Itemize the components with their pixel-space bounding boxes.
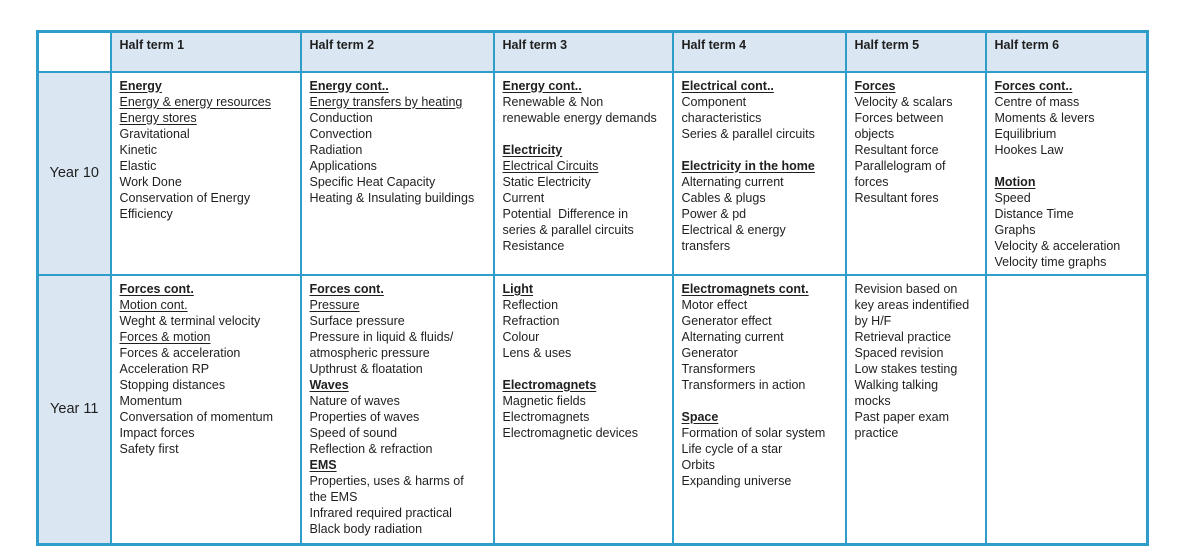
topic-line: Kinetic	[119, 142, 158, 157]
row-label-year-11: Year 11	[38, 275, 111, 545]
spacer-line	[995, 158, 1139, 174]
topic-line: Weght & terminal velocity	[119, 313, 261, 328]
topic-line: Speed of sound	[309, 425, 398, 440]
topic-line: Forces & acceleration	[119, 345, 241, 360]
table-row-year-11	[38, 275, 1148, 545]
unit-heading: Forces cont..	[994, 78, 1073, 93]
unit-heading: Space	[681, 409, 719, 424]
topic-line: Graphs	[994, 222, 1036, 237]
spacer-line	[503, 361, 664, 377]
subunit-heading: Energy & energy resources	[119, 94, 271, 109]
topic-line: mocks	[854, 393, 891, 408]
topic-line: Heating & Insulating buildings	[309, 190, 475, 205]
cell-year-10-half-term-5	[846, 72, 986, 275]
topic-line: Parallelogram of	[854, 158, 946, 173]
topic-line: Spaced revision	[854, 345, 944, 360]
unit-heading: Energy cont..	[502, 78, 582, 93]
subunit-heading: Motion cont.	[119, 297, 188, 312]
topic-line: Life cycle of a star	[681, 441, 783, 456]
topic-line: Pressure in liquid & fluids/	[309, 329, 454, 344]
topic-line: Nature of waves	[309, 393, 400, 408]
topic-line: forces	[854, 174, 889, 189]
cell-year-10-half-term-3	[494, 72, 673, 275]
topic-line: Velocity & scalars	[854, 94, 953, 109]
topic-line: Electrical & energy	[681, 222, 786, 237]
topic-line: Electromagnetic devices	[502, 425, 638, 440]
topic-line: Equilibrium	[994, 126, 1057, 141]
topic-line: Colour	[502, 329, 540, 344]
topic-line: atmospheric pressure	[309, 345, 430, 360]
topic-line: Acceleration RP	[119, 361, 210, 376]
topic-line: Impact forces	[119, 425, 195, 440]
topic-line: Generator	[681, 345, 738, 360]
topic-line: Transformers in action	[681, 377, 806, 392]
topic-line: renewable energy demands	[502, 110, 657, 125]
topic-line: Resultant force	[854, 142, 939, 157]
header-cell-half-term-1: Half term 1	[111, 32, 301, 72]
topic-line: Refraction	[502, 313, 560, 328]
topic-line: Resultant fores	[854, 190, 939, 205]
topic-line: Stopping distances	[119, 377, 226, 392]
unit-heading: Electromagnets cont.	[681, 281, 809, 296]
topic-line: Generator effect	[681, 313, 772, 328]
header-cell-half-term-6: Half term 6	[986, 32, 1148, 72]
curriculum-table	[36, 30, 1149, 546]
unit-heading: Electricity	[502, 142, 563, 157]
topic-line: Properties of waves	[309, 409, 420, 424]
topic-line: Centre of mass	[994, 94, 1080, 109]
topic-line: Speed	[994, 190, 1031, 205]
topic-line: Formation of solar system	[681, 425, 826, 440]
topic-line: Forces between	[854, 110, 944, 125]
topic-line: Radiation	[309, 142, 363, 157]
cell-year-11-half-term-5	[846, 275, 986, 545]
unit-heading: Motion	[994, 174, 1036, 189]
topic-line: Work Done	[119, 174, 182, 189]
topic-line: Alternating current	[681, 329, 784, 344]
topic-line: Orbits	[681, 457, 715, 472]
topic-line: Expanding universe	[681, 473, 792, 488]
subunit-heading: Forces & motion	[119, 329, 211, 344]
topic-line: Alternating current	[681, 174, 784, 189]
topic-line: Gravitational	[119, 126, 190, 141]
header-cell-half-term-3: Half term 3	[494, 32, 673, 72]
topic-line: Series & parallel circuits	[681, 126, 815, 141]
topic-line: transfers	[681, 238, 731, 253]
topic-line: Convection	[309, 126, 373, 141]
topic-line: Component	[681, 94, 747, 109]
subunit-heading: Pressure	[309, 297, 360, 312]
spacer-line	[682, 393, 837, 409]
topic-line: Past paper exam	[854, 409, 949, 424]
topic-line: Velocity & acceleration	[994, 238, 1121, 253]
topic-line: Infrared required practical	[309, 505, 452, 520]
cell-year-11-half-term-3	[494, 275, 673, 545]
topic-line: Transformers	[681, 361, 756, 376]
topic-line: by H/F	[854, 313, 892, 328]
unit-heading: Forces cont.	[309, 281, 384, 296]
topic-line: Black body radiation	[309, 521, 423, 536]
unit-heading: EMS	[309, 457, 337, 472]
subunit-heading: Electrical Circuits	[502, 158, 599, 173]
topic-line: Renewable & Non	[502, 94, 604, 109]
topic-line: Upthrust & floatation	[309, 361, 423, 376]
topic-line: Power & pd	[681, 206, 747, 221]
topic-line: characteristics	[681, 110, 762, 125]
topic-line: Safety first	[119, 441, 179, 456]
cell-year-11-half-term-6	[986, 275, 1148, 545]
header-row	[38, 32, 1148, 72]
topic-line: Hookes Law	[994, 142, 1064, 157]
header-cell-half-term-2: Half term 2	[301, 32, 494, 72]
header-cell-half-term-4: Half term 4	[673, 32, 846, 72]
subunit-heading: Energy transfers by heating	[309, 94, 463, 109]
topic-line: Surface pressure	[309, 313, 405, 328]
topic-line: Reflection & refraction	[309, 441, 433, 456]
topic-line: Moments & levers	[994, 110, 1095, 125]
unit-heading: Forces	[854, 78, 896, 93]
topic-line: Motor effect	[681, 297, 748, 312]
topic-line: Resistance	[502, 238, 565, 253]
spacer-line	[503, 126, 664, 142]
table-row-year-10	[38, 72, 1148, 275]
topic-line: Static Electricity	[502, 174, 591, 189]
cell-year-11-half-term-2	[301, 275, 494, 545]
topic-line: practice	[854, 425, 899, 440]
cell-year-10-half-term-2	[301, 72, 494, 275]
topic-line: Electromagnets	[502, 409, 590, 424]
topic-line: Revision based on	[854, 281, 958, 296]
header-corner-cell	[38, 32, 111, 72]
topic-line: Efficiency	[119, 206, 173, 221]
row-label-year-10: Year 10	[38, 72, 111, 275]
cell-year-10-half-term-1	[111, 72, 301, 275]
topic-line: Applications	[309, 158, 377, 173]
topic-line: objects	[854, 126, 895, 141]
topic-line: Potential Difference in	[502, 206, 629, 221]
topic-line: key areas indentified	[854, 297, 970, 312]
cell-year-11-half-term-1	[111, 275, 301, 545]
unit-heading: Electromagnets	[502, 377, 597, 392]
topic-line: Low stakes testing	[854, 361, 958, 376]
topic-line: Conservation of Energy	[119, 190, 251, 205]
topic-line: Reflection	[502, 297, 559, 312]
spacer-line	[682, 142, 837, 158]
unit-heading: Waves	[309, 377, 349, 392]
unit-heading: Light	[502, 281, 534, 296]
cell-year-10-half-term-6	[986, 72, 1148, 275]
subunit-heading: Energy stores	[119, 110, 197, 125]
topic-line: Current	[502, 190, 545, 205]
topic-line: Velocity time graphs	[994, 254, 1107, 269]
unit-heading: Energy	[119, 78, 162, 93]
topic-line: Distance Time	[994, 206, 1074, 221]
topic-line: Conduction	[309, 110, 373, 125]
topic-line: Walking talking	[854, 377, 939, 392]
unit-heading: Electricity in the home	[681, 158, 815, 173]
unit-heading: Energy cont..	[309, 78, 389, 93]
topic-line: Magnetic fields	[502, 393, 586, 408]
topic-line: Cables & plugs	[681, 190, 766, 205]
topic-line: Lens & uses	[502, 345, 572, 360]
unit-heading: Electrical cont..	[681, 78, 774, 93]
topic-line: Elastic	[119, 158, 157, 173]
topic-line: series & parallel circuits	[502, 222, 634, 237]
topic-line: Conversation of momentum	[119, 409, 274, 424]
topic-line: Properties, uses & harms of	[309, 473, 464, 488]
cell-year-10-half-term-4	[673, 72, 846, 275]
cell-year-11-half-term-4	[673, 275, 846, 545]
topic-line: Momentum	[119, 393, 183, 408]
topic-line: Specific Heat Capacity	[309, 174, 436, 189]
header-cell-half-term-5: Half term 5	[846, 32, 986, 72]
topic-line: Retrieval practice	[854, 329, 952, 344]
topic-line: the EMS	[309, 489, 358, 504]
unit-heading: Forces cont.	[119, 281, 194, 296]
